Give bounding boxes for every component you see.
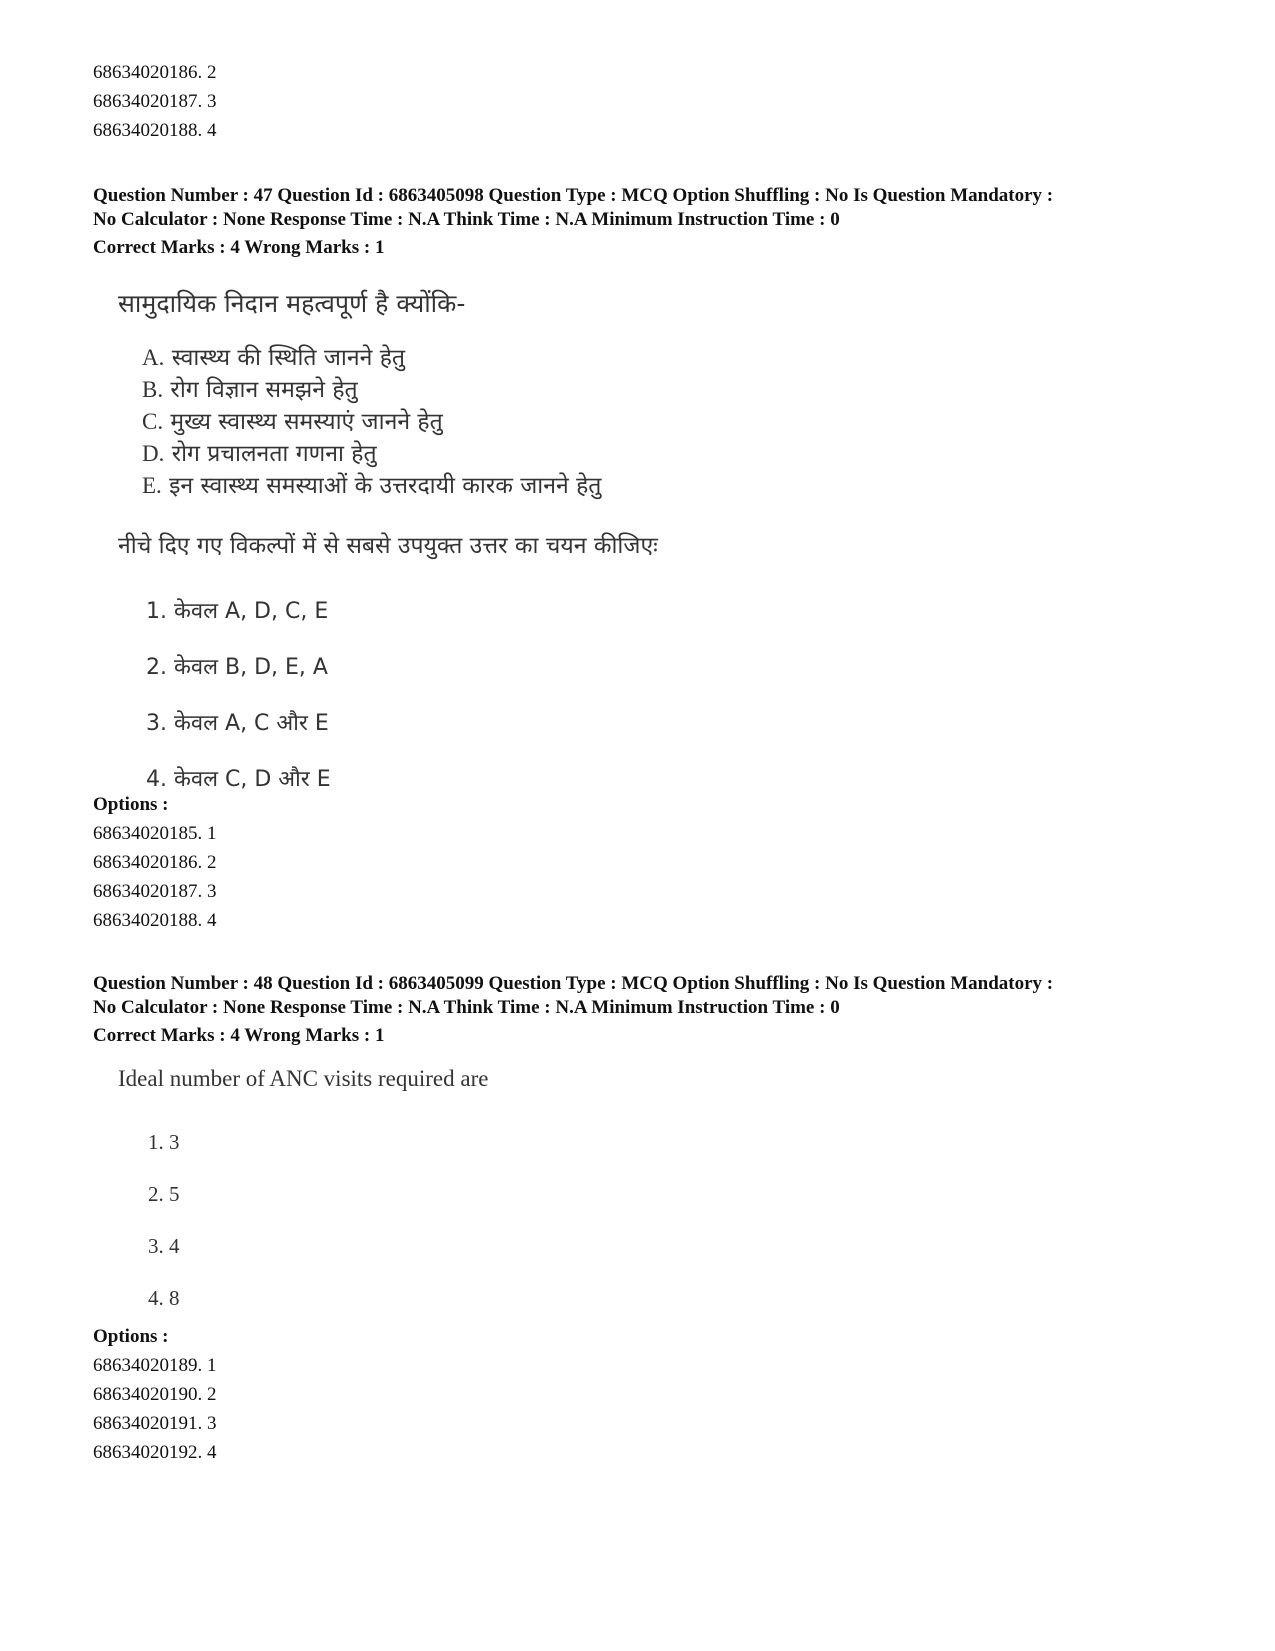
question-47-options xyxy=(93,790,217,935)
question-meta-line-2: No Calculator : None Response Time : N.A Think Time : N.A Minimum Instruction Time : 0 xyxy=(93,997,840,1018)
statement-d: D. रोग प्रचालनता गणना हेतु xyxy=(142,441,377,467)
question-48-header xyxy=(93,972,1203,1048)
option-line: 68634020191. 3 xyxy=(93,1413,217,1434)
option-line: 68634020192. 4 xyxy=(93,1442,217,1463)
question-meta-line-2: No Calculator : None Response Time : N.A Think Time : N.A Minimum Instruction Time : 0 xyxy=(93,209,840,230)
statement-c: C. मुख्य स्वास्थ्य समस्याएं जानने हेतु xyxy=(142,409,443,435)
choice-list xyxy=(118,1116,488,1324)
option-line: 68634020189. 1 xyxy=(93,1355,217,1376)
option-line: 68634020186. 2 xyxy=(93,852,217,873)
option-line: 68634020186. 2 xyxy=(93,62,217,83)
previous-question-options xyxy=(93,58,217,145)
choice-1: 1. केवल A, D, C, E xyxy=(146,599,329,624)
options-label: Options : xyxy=(93,1326,169,1347)
choice-4: 4. 8 xyxy=(148,1286,180,1310)
statement-e: E. इन स्वास्थ्य समस्याओं के उत्तरदायी कारक जानने हेतु xyxy=(142,473,602,499)
choice-3: 3. केवल A, C और E xyxy=(146,711,329,736)
choice-list xyxy=(118,584,658,808)
choice-4: 4. केवल C, D और E xyxy=(146,767,331,792)
option-line: 68634020188. 4 xyxy=(93,910,217,931)
question-stem: सामुदायिक निदान महत्वपूर्ण है क्योंकि- xyxy=(118,289,466,318)
question-48-body xyxy=(118,1064,488,1324)
choice-2: 2. केवल B, D, E, A xyxy=(146,655,328,680)
question-marks: Correct Marks : 4 Wrong Marks : 1 xyxy=(93,237,385,258)
statement-b: B. रोग विज्ञान समझने हेतु xyxy=(142,377,358,403)
option-line: 68634020190. 2 xyxy=(93,1384,217,1405)
statement-list xyxy=(118,342,658,502)
choice-2: 2. 5 xyxy=(148,1182,180,1206)
option-line: 68634020187. 3 xyxy=(93,91,217,112)
question-47-header xyxy=(93,184,1203,260)
question-48-options xyxy=(93,1322,217,1467)
statement-a: A. स्वास्थ्य की स्थिति जानने हेतु xyxy=(142,345,406,371)
options-label: Options : xyxy=(93,794,169,815)
option-line: 68634020185. 1 xyxy=(93,823,217,844)
choice-1: 1. 3 xyxy=(148,1130,180,1154)
question-marks: Correct Marks : 4 Wrong Marks : 1 xyxy=(93,1025,385,1046)
question-meta-line-1: Question Number : 48 Question Id : 6863405099 Question Type : MCQ Option Shuffling : No Is Question Mandatory : xyxy=(93,973,1054,994)
choice-3: 3. 4 xyxy=(148,1234,180,1258)
question-47-body xyxy=(118,288,658,808)
option-line: 68634020187. 3 xyxy=(93,881,217,902)
question-meta-line-1: Question Number : 47 Question Id : 6863405098 Question Type : MCQ Option Shuffling : No Is Question Mandatory : xyxy=(93,185,1054,206)
option-line: 68634020188. 4 xyxy=(93,120,217,141)
question-instruction: नीचे दिए गए विकल्पों में से सबसे उपयुक्त उत्तर का चयन कीजिएः xyxy=(118,533,658,559)
question-stem: Ideal number of ANC visits required are xyxy=(118,1066,489,1091)
